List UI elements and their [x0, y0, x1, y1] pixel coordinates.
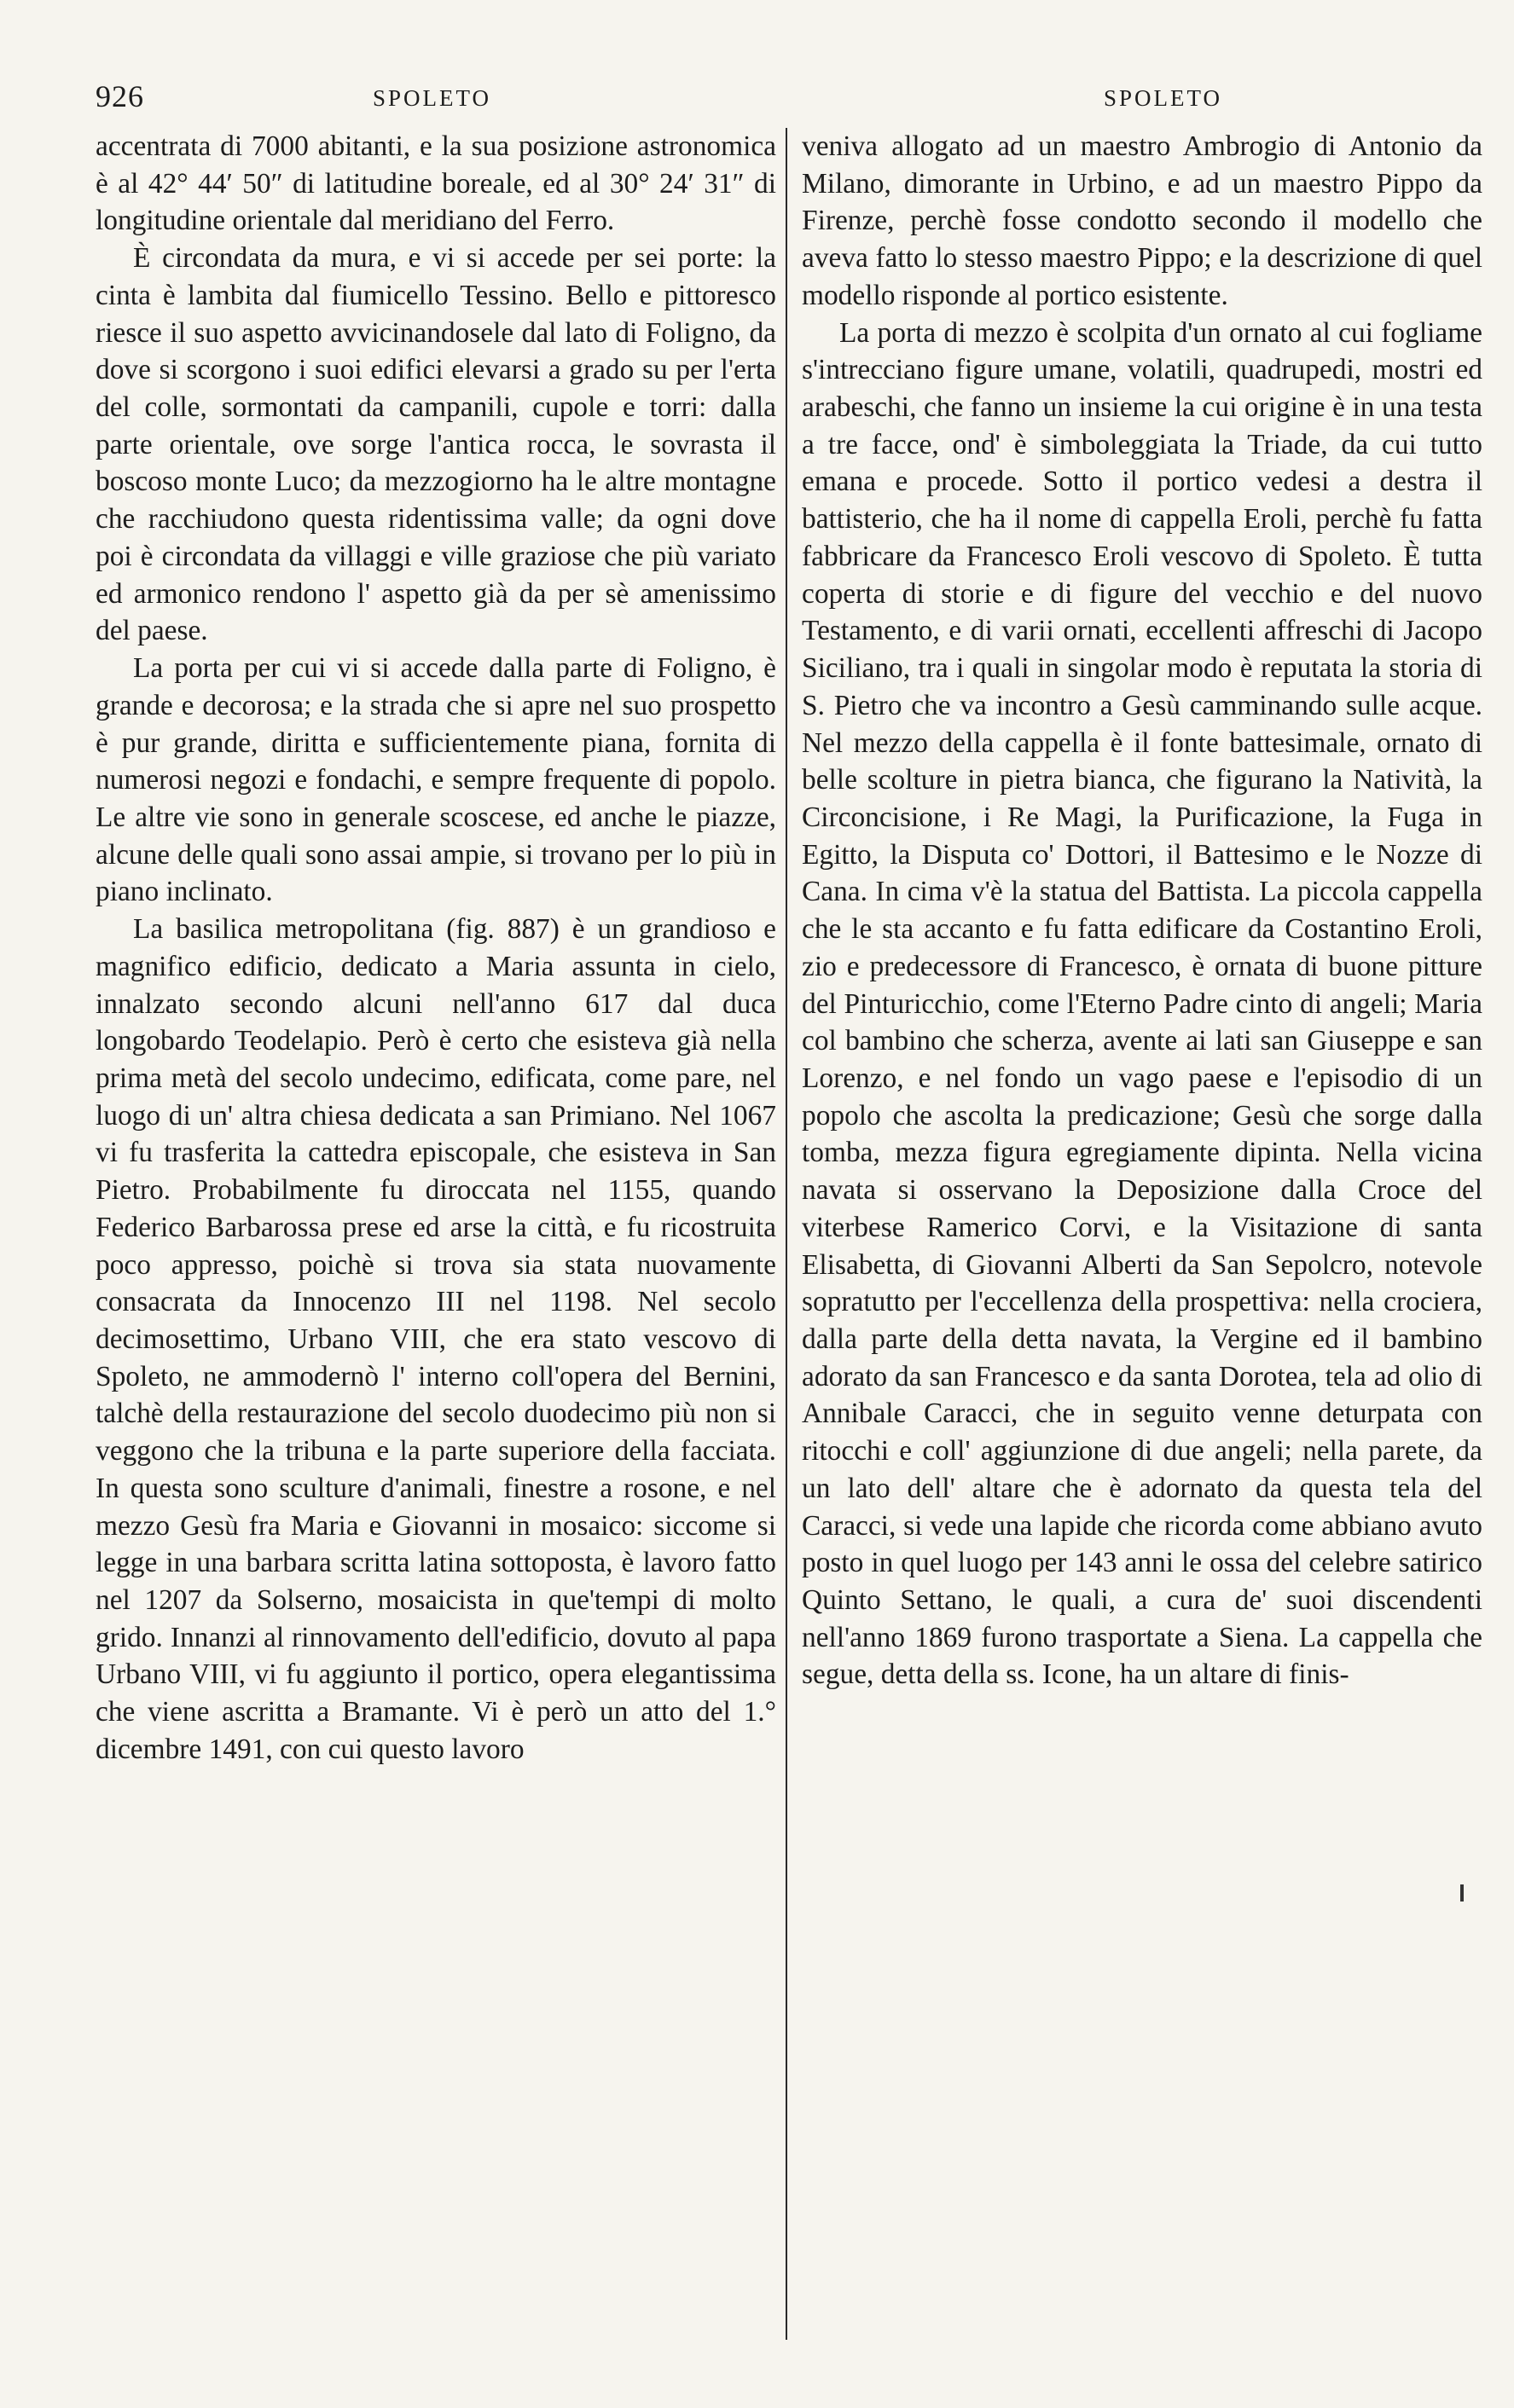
paragraph: La porta per cui vi si accede dalla parte di Foligno, è grande e decorosa; e la strada che si apre nel suo prospetto è pur grande, diritta e sufficientemente piana, fornita di numerosi negozi e fondachi, e sempre frequente di popolo. Le altre vie sono in generale scoscese, ed anche le piazze, alcune delle quali sono assai ampie, si trovano per lo più in piano inclinato.	[96, 652, 776, 908]
paragraph: veniva allogato ad un maestro Ambrogio di Antonio da Milano, dimorante in Urbino, e ad un maestro Pippo da Firenze, perchè fosse condotto secondo il modello che aveva fatto lo stesso maestro Pippo; e la descrizione di quel modello risponde al portico esistente.	[802, 130, 1482, 311]
margin-mark	[1460, 1884, 1464, 1902]
column-divider	[786, 128, 787, 2340]
paragraph: La porta di mezzo è scolpita d'un ornato al cui fogliame s'intrecciano figure umane, volatili, quadrupedi, mostri ed arabeschi, che fanno un insieme la cui origine è in una testa a tre facce, ond' è simboleggiata la Triade, da cui tutto emana e procede. Sotto il portico vedesi a destra il battisterio, che ha il nome di cappella Eroli, perchè fu fatta fabbricare da Francesco Eroli vescovo di Spoleto. È tutta coperta di storie e di figure del vecchio e del nuovo Testamento, e di varii ornati, eccellenti affreschi di Jacopo Siciliano, tra i quali in singolar modo è reputata la storia di S. Pietro che va incontro a Gesù camminando sulle acque. Nel mezzo della cappella è il fonte battesimale, ornato di belle scolture in pietra bianca, che figurano la Natività, la Circoncisione, i Re Magi, la Purificazione, la Fuga in Egitto, la Disputa co' Dottori, il Battesimo e le Nozze di Cana. In cima v'è la statua del Battista. La piccola cappella che le sta accanto e fu fatta edificare da Costantino Eroli, zio e predecessore di Francesco, è ornata di buone pitture del Pinturicchio, come l'Eterno Padre cinto di angeli; Maria col bambino che scherza, avente ai lati san Giuseppe e san Lorenzo, e nel fondo un vago paese e l'episodio di un popolo che ascolta la predicazione; Gesù che sorge dalla tomba, mezza figura egregiamente dipinta. Nella vicina navata si osservano la Deposizione dalla Croce del viterbese Ramerico Corvi, e la Visitazione di santa Elisabetta, di Giovanni Alberti da San Sepolcro, notevole sopratutto per l'eccellenza della prospettiva: nella crociera, dalla parte della detta navata, la Vergine ed il bambino adorato da san Francesco e da santa Dorotea, tela ad olio di Annibale Caracci, che in seguito venne deturpata con ritocchi e coll' aggiunzione di due angeli; nella parete, da un lato dell' altare che è adornato da questa tela del Caracci, si vede una lapide che ricorda come abbiano avuto posto in quel luogo per 143 anni le ossa del celebre satirico Quinto Settano, le quali, a cura de' suoi discendenti nell'anno 1869 furono trasportate a Siena. La cappella che segue, detta della ss. Icone, ha un altare di finis-	[802, 316, 1482, 1691]
page-header	[96, 78, 1465, 130]
running-head-left: SPOLETO	[373, 85, 492, 111]
left-column	[96, 128, 776, 1768]
paragraph: accentrata di 7000 abitanti, e la sua posizione astronomica è al 42° 44′ 50″ di latitudine boreale, ed al 30° 24′ 31″ di longitudine orientale dal meridiano del Ferro.	[96, 130, 776, 237]
paragraph: La basilica metropolitana (fig. 887) è un grandioso e magnifico edificio, dedicato a Maria assunta in cielo, innalzato secondo alcuni nell'anno 617 dal duca longobardo Teodelapio. Però è certo che esisteva già nella prima metà del secolo undecimo, edificata, come pare, nel luogo di un' altra chiesa dedicata a san Primiano. Nel 1067 vi fu trasferita la cattedra episcopale, che esisteva in San Pietro. Probabilmente fu diroccata nel 1155, quando Federico Barbarossa prese ed arse la città, e fu ricostruita poco appresso, poichè si trova sia stata nuovamente consacrata da Innocenzo III nel 1198. Nel secolo decimosettimo, Urbano VIII, che era stato vescovo di Spoleto, ne ammodernò l' interno coll'opera del Bernini, talchè della restaurazione del secolo duodecimo più non si veggono che la tribuna e la parte superiore della facciata. In questa sono sculture d'animali, finestre a rosone, e nel mezzo Gesù fra Maria e Giovanni in mosaico: siccome si legge in una barbara scritta latina sottoposta, è lavoro fatto nel 1207 da Solserno, mosaicista in que'tempi di molto grido. Innanzi al rinnovamento dell'edificio, dovuto al papa Urbano VIII, vi fu aggiunto il portico, opera elegantissima che viene ascritta a Bramante. Vi è però un atto del 1.° dicembre 1491, con cui questo lavoro	[96, 913, 776, 1765]
paragraph: È circondata da mura, e vi si accede per sei porte: la cinta è lambita dal fiumicello Tessino. Bello e pittoresco riesce il suo aspetto avvicinandosele dal lato di Foligno, da dove si scorgono i suoi edifici elevarsi a grado su per l'erta del colle, sormontati da campanili, cupole e torri: dalla parte orientale, ove sorge l'antica rocca, le sovrasta il boscoso monte Luco; da mezzogiorno ha le altre montagne che racchiudono questa ridentissima valle; da ogni dove poi è circondata da villaggi e ville graziose che più variato ed armonico rendono l' aspetto già da per sè amenissimo del paese.	[96, 242, 776, 647]
page-number: 926	[96, 79, 144, 113]
right-column	[802, 128, 1482, 1693]
running-head-right: SPOLETO	[1104, 85, 1223, 111]
